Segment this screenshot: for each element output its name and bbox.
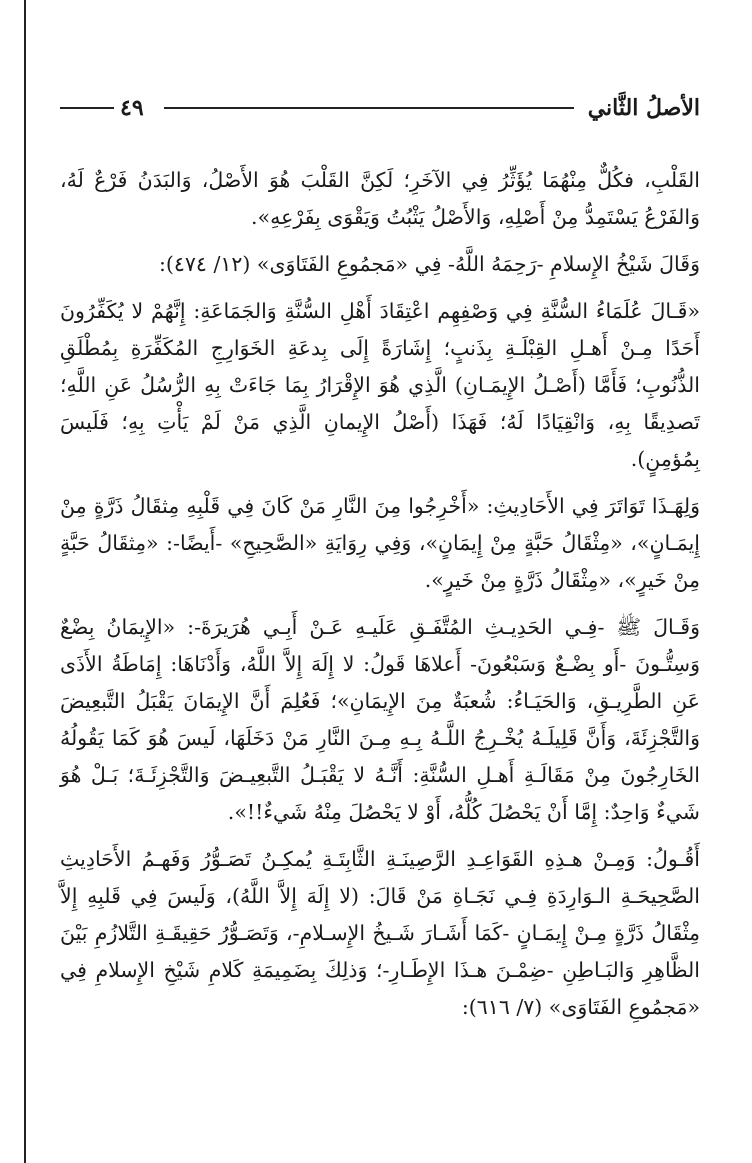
header-rule bbox=[164, 107, 574, 109]
paragraph: وَقَـالَ ﷺ -فِـي الحَدِيـثِ المُتَّفَـقِ عَلَيـهِ عَـنْ أَبِـي هُرَيرَةَ-: «الإِيمَانُ بِضْعٌ وَسِتُّـونَ -أَو بِضْـعٌ وَسَبْعُونَ- أَعلاهَا قَولُ: لا إِلَهَ إِلاَّ اللَّهُ، وَأَدْنَاهَا: إِمَاطَةُ الأَذَى عَنِ الطَّرِيـقِ، وَالحَيَـاءُ: شُعبَةٌ مِنَ الإِيمَانِ»؛ فَعُلِمَ أَنَّ الإِيمَانَ يَقْبَلُ التَّبعِيضَ وَالتَّجْزِئَةَ، وَأَنَّ قَلِيلَـهُ يُخْـرِجُ اللَّـهُ بِـهِ مِـنَ النَّارِ مَنْ دَخَلَهَا، لَيسَ هُوَ كَمَا يَقُولُهُ الخَارِجُونَ مِنْ مَقَالَـةِ أَهـلِ السُّنَّةِ: أَنَّـهُ لا يَقْبَـلُ التَّبعِيـضَ وَالتَّجْزِئَـةَ؛ بَـلْ هُوَ شَيءٌ وَاحِدٌ: إِمَّا أَنْ يَحْصُلَ كُلُّهُ، أَوْ لا يَحْصُلَ مِنْهُ شَيءٌ!!». bbox=[60, 615, 700, 824]
paragraph: القَلْبِ، فكُلٌّ مِنْهُمَا يُؤَثِّرُ فِي الآخَرِ؛ لَكِنَّ القَلْبَ هُوَ الأَصْلُ، وَالبَدَنُ فَرْعٌ لَهُ، وَالفَرْعُ يَسْتَمِدُّ مِنْ أَصْلِهِ، وَالأَصْلُ يَثْبُتُ وَيَقْوَى بِفَرْعِهِ». bbox=[60, 168, 700, 229]
running-header bbox=[60, 88, 700, 128]
chapter-title: الأصلُ الثَّاني bbox=[587, 95, 700, 121]
page-number: ٤٩ bbox=[120, 95, 144, 121]
page-binding-line bbox=[24, 0, 26, 1163]
book-page bbox=[60, 88, 700, 1036]
header-rule-short bbox=[60, 107, 114, 109]
paragraph: «قَـالَ عُلَمَاءُ السُّنَّةِ فِي وَصْفِهِم اعْتِقَادَ أَهْلِ السُّنَّةِ وَالجَمَاعَةِ: إِنَّهُمْ لا يُكَفِّرُونَ أَحَدًا مِـنْ أَهـلِ القِبْلَـةِ بِذَنبٍ؛ إِشَارَةً إِلَى بِدعَةِ الخَوَارِجِ المُكَفِّرَةِ بِمُطْلَقِ الذُّنُوبِ؛ فَأَمَّا (أَصْـلُ الإِيمَـانِ) الَّذِي هُوَ الإِقْرَارُ بِمَا جَاءَتْ بِهِ الرُّسُلُ عَنِ اللَّهِ؛ تَصدِيقًا بِهِ، وَانْقِيَادًا لَهُ؛ فَهَذَا (أَصْلُ الإِيمانِ الَّذِي مَنْ لَمْ يَأْتِ بِهِ؛ فَلَيسَ بِمُؤمِنٍ). bbox=[60, 299, 700, 471]
paragraph: أَقُـولُ: وَمِـنْ هـذِهِ القَوَاعِـدِ الرَّصِينَـةِ الثَّابِتَـةِ يُمكِـنُ تَصَـوُّرُ وَفَهـمُ الأَحَادِيثِ الصَّحِيحَـةِ الـوَارِدَةِ فِـي نَجَـاةِ مَنْ قَالَ: (لا إِلَهَ إِلاَّ اللَّهُ)، وَلَيسَ فِي قَلبِهِ إِلاَّ مِثْقَالُ ذَرَّةٍ مِـنْ إِيمَـانٍ -كَمَا أَشَـارَ شَـيخُ الإِسـلامِ-، وَتَصَـوُّرُ حَقِيقَـةِ التَّلازُمِ بَيْنَ الظَّاهِرِ وَالبَـاطِنِ -ضِمْـنَ هـذَا الإِطَـارِ-؛ وَذلِكَ بِضَمِيمَةِ كَلامِ شَيْخِ الإِسلامِ فِي «مَجمُوعِ الفَتَاوَى» (٧/ ٦١٦): bbox=[60, 847, 700, 1019]
paragraph: وَلِهَـذَا تَوَاتَرَ فِي الأَحَادِيثِ: «أَخْرِجُوا مِنَ النَّارِ مَنْ كَانَ فِي قَلْبِهِ مِثقَالُ ذَرَّةٍ مِنْ إِيمَـانٍ»، «مِثْقَالُ حَبَّةٍ مِنْ إِيمَانٍ»، وَفِي رِوَايَةِ «الصَّحِيحِ» -أَيضًا-: «مِثقَالُ حَبَّةٍ مِنْ خَيرٍ»، «مِثْقَالُ ذَرَّةٍ مِنْ خَيرٍ». bbox=[60, 494, 700, 592]
paragraph: وَقَالَ شَيْخُ الإِسلامِ -رَحِمَهُ اللَّهُ- فِي «مَجمُوعِ الفَتَاوَى» (١٢/ ٤٧٤): bbox=[158, 252, 700, 276]
